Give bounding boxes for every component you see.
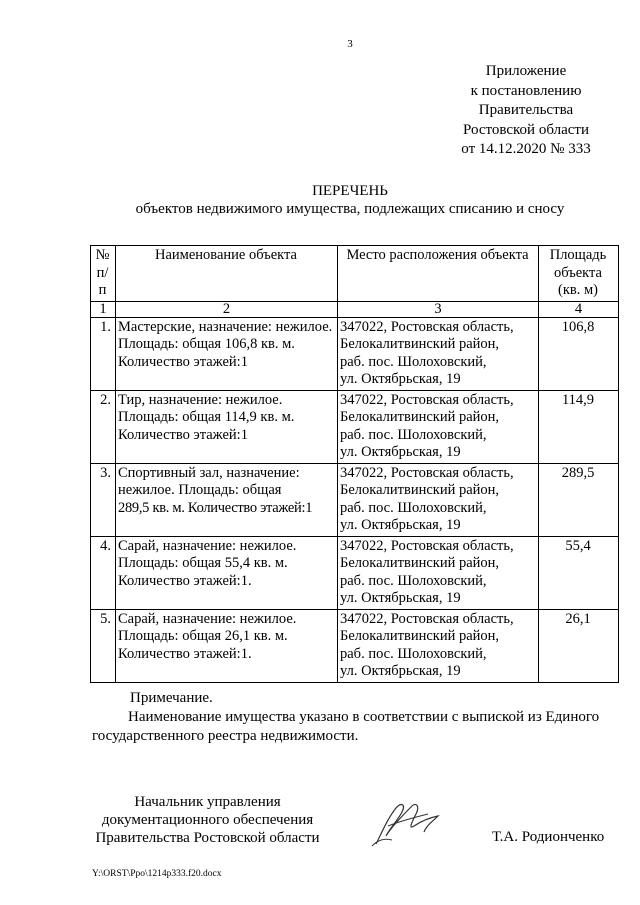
location-line: ул. Октябрьская, 19: [340, 371, 461, 387]
location-line: Белокалитвинский район,: [340, 555, 500, 571]
object-name-line: Площадь: общая 114,9 кв. м.: [118, 409, 295, 425]
location-line: Белокалитвинский район,: [340, 336, 500, 352]
row-number: 5.: [91, 609, 116, 682]
table-row: [91, 390, 619, 463]
location-line: ул. Октябрьская, 19: [340, 663, 461, 679]
signatory-position: [90, 793, 325, 847]
header-text: №: [95, 247, 110, 263]
handwritten-signature: [368, 796, 458, 851]
row-number: 4.: [91, 536, 116, 609]
object-name-line: Количество этажей:1.: [118, 645, 252, 662]
object-area: 26,1: [539, 609, 619, 682]
signatory-line: Правительства Ростовской области: [95, 830, 320, 846]
object-name-cell: [116, 390, 338, 463]
location-line: 347022, Ростовская область,: [340, 610, 514, 627]
object-name-cell: [116, 463, 338, 536]
row-number: 2.: [91, 390, 116, 463]
column-number: 3: [338, 301, 539, 317]
table-row: [91, 463, 619, 536]
object-name-line: 289,5 кв. м. Количество этажей:1: [118, 499, 313, 516]
location-line: Белокалитвинский район,: [340, 628, 500, 644]
object-name-line: Площадь: общая 106,8 кв. м.: [118, 336, 295, 352]
column-number: 1: [91, 301, 116, 317]
signatory-name: Т.А. Родионченко: [492, 829, 605, 845]
location-line: 347022, Ростовская область,: [340, 464, 514, 481]
header-cell-location: Место расположения объекта: [338, 246, 539, 302]
column-number-row: [91, 301, 619, 317]
table-row: [91, 536, 619, 609]
object-location-cell: [338, 536, 539, 609]
object-name-cell: [116, 536, 338, 609]
appendix-line: Ростовской области: [463, 121, 589, 138]
appendix-line: от 14.12.2020 № 333: [461, 141, 591, 157]
location-line: раб. пос. Шолоховский,: [340, 645, 487, 662]
location-line: Белокалитвинский район,: [340, 482, 500, 498]
appendix-line: Правительства: [478, 102, 574, 118]
header-text: объекта: [553, 264, 602, 281]
object-name-line: Сарай, назначение: нежилое.: [118, 610, 297, 627]
note-text: Наименование имущества указано в соответствии с выпиской из Единого государственного реестра недвижимости.: [92, 709, 600, 744]
signatory-line: документационного обеспечения: [101, 812, 314, 828]
location-line: ул. Октябрьская, 19: [340, 444, 461, 460]
object-name-line: Спортивный зал, назначение:: [118, 464, 300, 481]
object-name-line: Мастерские, назначение: нежилое.: [118, 318, 333, 335]
table-header-row: [91, 246, 619, 302]
file-path: Y:\ORST\Ppo\1214p333.f20.docx: [92, 869, 222, 879]
object-area: 106,8: [539, 317, 619, 390]
table-row: [91, 317, 619, 390]
object-location-cell: [338, 317, 539, 390]
location-line: 347022, Ростовская область,: [340, 537, 514, 554]
object-location-cell: [338, 609, 539, 682]
table-row: [91, 609, 619, 682]
object-area: 55,4: [539, 536, 619, 609]
object-name-line: нежилое. Площадь: общая: [118, 482, 282, 498]
object-name-line: Количество этажей:1: [118, 353, 248, 370]
note-label: Примечание.: [130, 690, 213, 706]
appendix-line: к постановлению: [470, 82, 582, 99]
row-number: 3.: [91, 463, 116, 536]
object-name-line: Тир, назначение: нежилое.: [118, 391, 283, 408]
location-line: раб. пос. Шолоховский,: [340, 572, 487, 589]
location-line: ул. Октябрьская, 19: [340, 517, 461, 533]
object-area: 114,9: [539, 390, 619, 463]
location-line: раб. пос. Шолоховский,: [340, 499, 487, 516]
header-cell-name: Наименование объекта: [116, 246, 338, 302]
location-line: 347022, Ростовская область,: [340, 318, 514, 335]
location-line: раб. пос. Шолоховский,: [340, 426, 487, 443]
appendix-block: [420, 62, 632, 160]
document-subtitle: объектов недвижимого имущества, подлежащих списанию и сносу: [135, 201, 565, 217]
column-number: 4: [539, 301, 619, 317]
object-name-line: Количество этажей:1: [118, 426, 248, 443]
location-line: раб. пос. Шолоховский,: [340, 353, 487, 370]
location-line: Белокалитвинский район,: [340, 409, 500, 425]
object-name-cell: [116, 317, 338, 390]
object-name-line: Площадь: общая 26,1 кв. м.: [118, 628, 288, 644]
location-line: ул. Октябрьская, 19: [340, 590, 461, 606]
object-name-line: Сарай, назначение: нежилое.: [118, 537, 297, 554]
appendix-line: Приложение: [485, 63, 567, 79]
object-area: 289,5: [539, 463, 619, 536]
object-name-line: Количество этажей:1.: [118, 572, 252, 589]
row-number: 1.: [91, 317, 116, 390]
location-line: 347022, Ростовская область,: [340, 391, 514, 408]
object-name-line: Площадь: общая 55,4 кв. м.: [118, 555, 288, 571]
object-location-cell: [338, 390, 539, 463]
page-number: 3: [347, 38, 353, 50]
header-cell-number: [91, 246, 116, 302]
header-text: п/п: [96, 264, 109, 298]
signatory-line: Начальник управления: [134, 794, 281, 810]
header-cell-area: [539, 246, 619, 302]
column-number: 2: [116, 301, 338, 317]
object-location-cell: [338, 463, 539, 536]
document-title: ПЕРЕЧЕНЬ: [312, 183, 388, 199]
header-text: Площадь: [549, 247, 607, 263]
object-name-cell: [116, 609, 338, 682]
header-text: (кв. м): [558, 282, 598, 298]
objects-table: [90, 245, 619, 683]
